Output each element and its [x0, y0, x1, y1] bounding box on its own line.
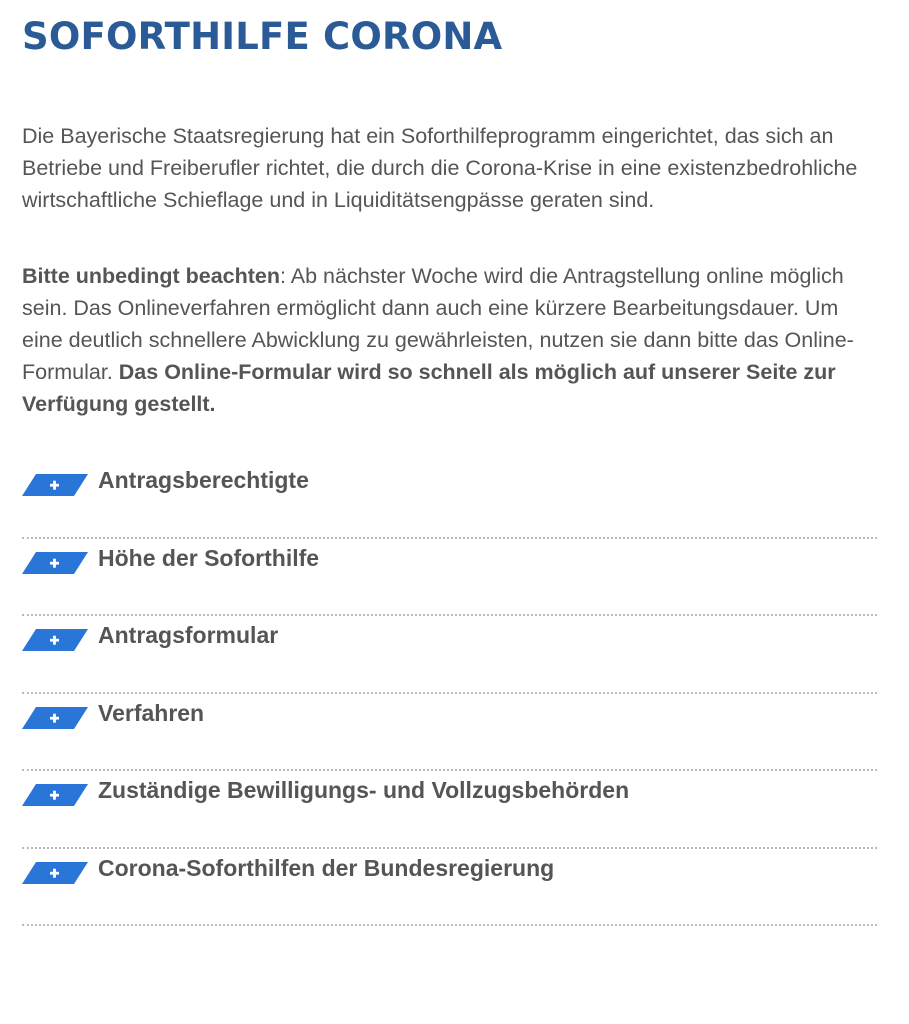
notice-paragraph: [22, 260, 882, 420]
notice-lead: Bitte unbedingt beachten: [22, 264, 280, 288]
notice-emphasis: Das Online-Formular wird so schnell als möglich auf unserer Seite zur Verfügung gestellt.: [22, 360, 836, 416]
plus-icon: [22, 552, 88, 574]
accordion-item-verfahren[interactable]: [22, 694, 877, 772]
plus-icon: [22, 707, 88, 729]
plus-icon: [22, 862, 88, 884]
main-content: [22, 0, 882, 926]
accordion: [22, 461, 877, 926]
intro-paragraph: Die Bayerische Staatsregierung hat ein Soforthilfeprogramm eingerichtet, das sich an Betriebe und Freiberufler richtet, die durch die Corona-Krise in eine existenzbedrohliche wirtschaftliche Schieflage und in Liquiditätsengpässe geraten sind.: [22, 124, 858, 212]
accordion-item-label: Zuständige Bewilligungs- und Vollzugsbehörden: [98, 777, 630, 803]
notice-body: : Ab nächster Woche wird die Antragstellung online möglich sein. Das Onlineverfahren ermöglicht dann auch eine kürzere Bearbeitungsdauer. Um eine deutlich schnellere Abwicklung zu gewährleisten, nutzen sie dann bitte das Online-Formular.: [22, 264, 854, 384]
accordion-item-label: Höhe der Soforthilfe: [98, 544, 320, 571]
accordion-item-bundesregierung[interactable]: [22, 849, 877, 927]
page-title: SOFORTHILFE CORONA: [22, 15, 503, 58]
accordion-item-antragsformular[interactable]: [22, 616, 877, 694]
accordion-item-hoehe-der-soforthilfe[interactable]: [22, 539, 877, 617]
plus-icon: [22, 784, 88, 806]
accordion-item-label: Antragsberechtigte: [98, 467, 309, 493]
accordion-item-label: Verfahren: [98, 699, 205, 726]
plus-icon: [22, 474, 88, 496]
accordion-item-label: Corona-Soforthilfen der Bundesregierung: [98, 854, 555, 881]
accordion-item-label: Antragsformular: [98, 622, 279, 648]
accordion-item-antragsberechtigte[interactable]: [22, 461, 877, 539]
plus-icon: [22, 629, 88, 651]
accordion-item-behoerden[interactable]: [22, 771, 877, 849]
